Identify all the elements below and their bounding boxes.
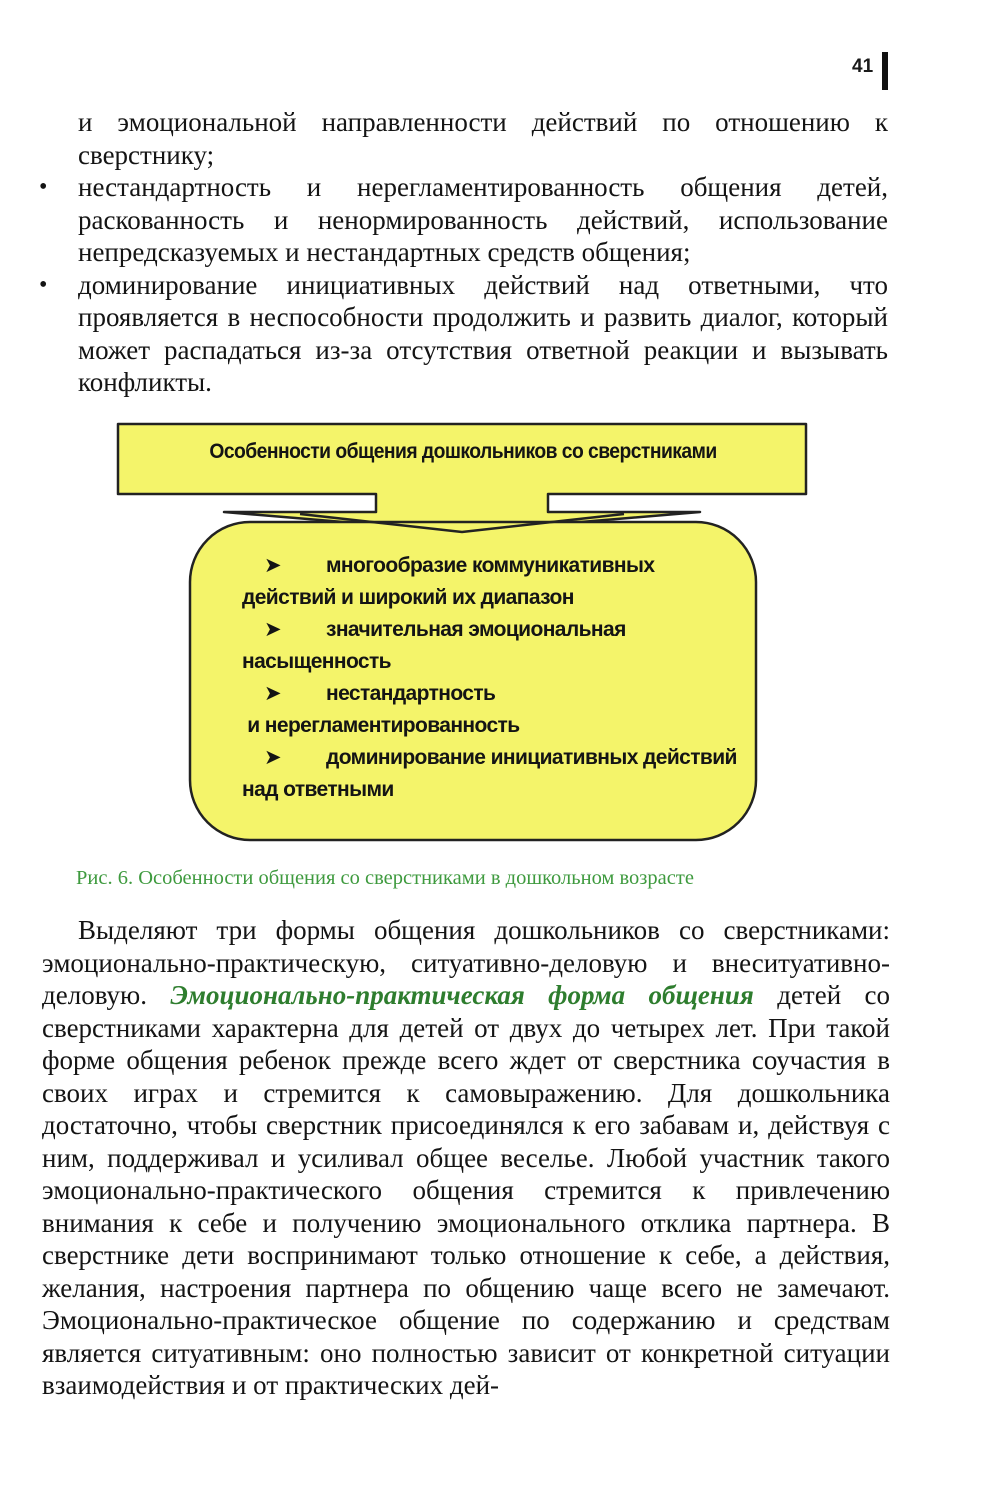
bullet-item: • нестандартность и нерегламентированность общения детей, раскованность и ненормированность действий, использование непредсказуемых и нестандартных средств общения; bbox=[78, 171, 888, 269]
figure-item-first-line: нестандартность bbox=[326, 682, 496, 705]
figure-title: Особенности общения дошкольников со сверстниками bbox=[209, 440, 717, 463]
body-text-part2: детей со сверстниками характерна для детей от двух до четырех лет. При такой форме общения ребенок прежде всего ждет от сверстника соучастия в своих играх и стремится к самовыражению. Для дошкольника достаточно, чтобы сверстник присоединялся к его забавам и, действуя с ним, поддерживал и усиливал общее веселье. Любой участник такого эмоционально-практического общения стремится к привлечению внимания к себе и получению эмоционального отклика партнера. В сверстнике дети воспринимают только отношение к себе, а действия, желания, настроения партнера по общению чаще всего не замечают. Эмоционально-практическое общение по содержанию и средствам является ситуативным: оно полностью зависит от конкретной ситуации взаимодействия и от практических дей- bbox=[42, 980, 891, 1400]
figure-item-continuation: над ответными bbox=[242, 778, 394, 801]
figure-item-first-line: доминирование инициативных действий bbox=[326, 746, 737, 769]
figure-item bbox=[242, 678, 742, 742]
intro-continuation: и эмоциональной направленности действий по отношению к сверстнику; bbox=[78, 107, 888, 170]
figure-item bbox=[242, 614, 742, 678]
body-paragraph bbox=[42, 914, 890, 1402]
arrow-bullet-icon: ➤ bbox=[264, 682, 281, 705]
body-text-block bbox=[42, 914, 890, 1402]
figure-item-continuation: действий и широкий их диапазон bbox=[242, 586, 574, 609]
figure-item bbox=[242, 550, 742, 614]
arrow-bullet-icon: ➤ bbox=[264, 618, 281, 641]
figure-item bbox=[242, 742, 742, 806]
arrow-bullet-icon: ➤ bbox=[264, 746, 281, 769]
highlighted-term: Эмоционально-практическая форма общения bbox=[170, 980, 754, 1010]
body-text-part1: Выделяют три формы общения дошкольников со сверстниками: эмоционально-практическую, ситуативно-деловую и внеситуативно-деловую. bbox=[42, 915, 890, 1010]
figure-item-first-line: многообразие коммуникативных bbox=[326, 554, 655, 577]
figure-item-list bbox=[242, 550, 742, 806]
bullet-item: • доминирование инициативных действий над ответными, что проявляется в неспособности продолжить и развить диалог, который может распадаться из-за отсутствия ответной реакции и вызывать конфликты. bbox=[78, 269, 888, 399]
figure-caption: Рис. 6. Особенности общения со сверстниками в дошкольном возрасте bbox=[76, 867, 694, 889]
page-number: 41 bbox=[852, 56, 874, 77]
figure-item-continuation: насыщенность bbox=[242, 650, 391, 673]
figure-item-continuation: и нерегламентированность bbox=[242, 714, 520, 737]
figure-item-first-line: значительная эмоциональная bbox=[326, 618, 626, 641]
arrow-bullet-icon: ➤ bbox=[264, 554, 281, 577]
